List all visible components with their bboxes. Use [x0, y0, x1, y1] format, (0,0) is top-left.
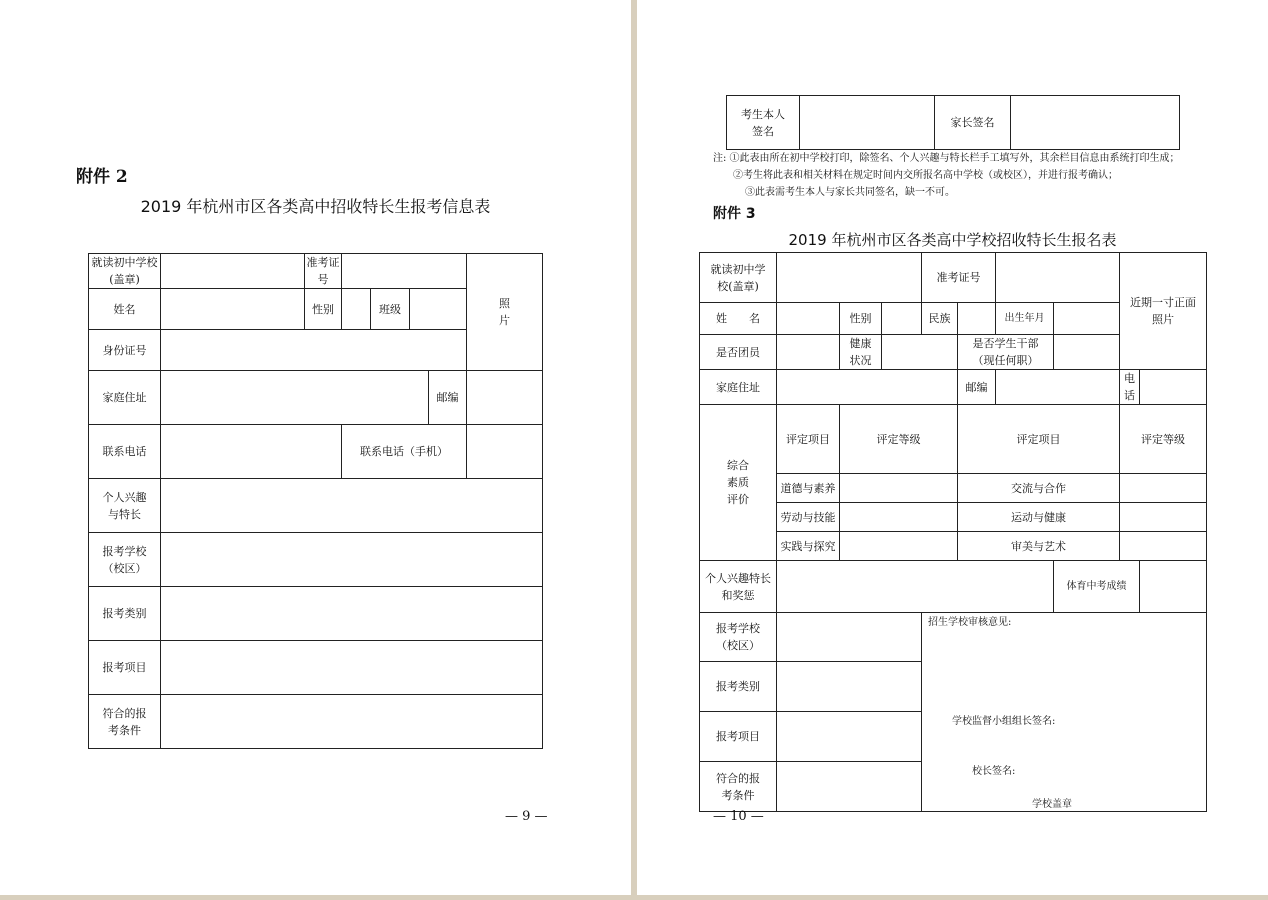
exam-no-label: 准考证号 [305, 254, 342, 289]
supervisor-sign-label: 学校监督小组组长签名: [952, 716, 1056, 727]
school-field[interactable] [777, 253, 922, 303]
address-label: 家庭住址 [700, 370, 777, 405]
gender-field[interactable] [882, 303, 922, 335]
practice-label: 实践与探究 [777, 532, 840, 561]
practice-grade[interactable] [840, 532, 958, 561]
page-number: — 10 — [713, 809, 764, 824]
class-label: 班级 [371, 289, 410, 330]
moral-label: 道德与素养 [777, 474, 840, 503]
exam-no-label: 准考证号 [922, 253, 996, 303]
ethnicity-label: 民族 [922, 303, 958, 335]
interest-field[interactable] [161, 479, 543, 533]
phone-label: 电话 [1120, 370, 1140, 405]
exam-no-field[interactable] [342, 254, 467, 289]
apply-school-field[interactable] [161, 533, 543, 587]
interest-label: 个人兴趣特长和奖惩 [700, 561, 777, 613]
attachment-label: 附件 2 [76, 167, 128, 187]
health-label: 健康状况 [840, 335, 882, 370]
student-sign-label: 考生本人签名 [727, 96, 800, 150]
mobile-field[interactable] [467, 425, 543, 479]
attachment-label: 附件 3 [713, 206, 756, 222]
eval-grade-header-2: 评定等级 [1120, 405, 1207, 474]
mobile-label: 联系电话（手机） [342, 425, 467, 479]
cadre-field[interactable] [1054, 335, 1120, 370]
student-sign-field[interactable] [800, 96, 935, 150]
exam-no-field[interactable] [996, 253, 1120, 303]
labor-label: 劳动与技能 [777, 503, 840, 532]
communication-label: 交流与合作 [958, 474, 1120, 503]
quality-eval-label: 综合素质评价 [700, 405, 777, 561]
apply-item-label: 报考项目 [700, 712, 777, 762]
pe-score-field[interactable] [1140, 561, 1207, 613]
health-field[interactable] [882, 335, 958, 370]
right-page [637, 0, 1268, 895]
info-form-table [88, 253, 543, 749]
postcode-field[interactable] [467, 371, 543, 425]
birth-field[interactable] [1054, 303, 1120, 335]
name-field[interactable] [777, 303, 840, 335]
apply-item-field[interactable] [777, 712, 922, 762]
photo-box: 近期一寸正面照片 [1120, 253, 1207, 370]
review-label: 招生学校审核意见: [928, 617, 1012, 628]
communication-grade[interactable] [1120, 474, 1207, 503]
conditions-label: 符合的报考条件 [89, 695, 161, 749]
eval-item-header-2: 评定项目 [958, 405, 1120, 474]
eval-item-header-1: 评定项目 [777, 405, 840, 474]
aesthetics-label: 审美与艺术 [958, 532, 1120, 561]
sports-health-grade[interactable] [1120, 503, 1207, 532]
aesthetics-grade[interactable] [1120, 532, 1207, 561]
id-field[interactable] [161, 330, 467, 371]
page-number: — 9 — [505, 809, 548, 824]
school-label: 就读初中学校(盖章) [700, 253, 777, 303]
apply-school-label: 报考学校（校区） [89, 533, 161, 587]
apply-category-field[interactable] [161, 587, 543, 641]
pe-score-label: 体育中考成绩 [1054, 561, 1140, 613]
birth-label: 出生年月 [996, 303, 1054, 335]
parent-sign-label: 家长签名 [935, 96, 1011, 150]
league-field[interactable] [777, 335, 840, 370]
address-label: 家庭住址 [89, 371, 161, 425]
apply-category-label: 报考类别 [700, 662, 777, 712]
school-field[interactable] [161, 254, 305, 289]
postcode-label: 邮编 [958, 370, 996, 405]
phone-field[interactable] [1140, 370, 1207, 405]
registration-form-table [699, 252, 1207, 812]
address-field[interactable] [777, 370, 958, 405]
interest-field[interactable] [777, 561, 1054, 613]
sports-health-label: 运动与健康 [958, 503, 1120, 532]
interest-label: 个人兴趣与特长 [89, 479, 161, 533]
postcode-label: 邮编 [429, 371, 467, 425]
moral-grade[interactable] [840, 474, 958, 503]
note-line-1: 注: ①此表由所在初中学校打印，除签名、个人兴趣与特长栏手工填写外，其余栏目信息由系统打印生成； [713, 153, 1180, 164]
conditions-field[interactable] [161, 695, 543, 749]
league-label: 是否团员 [700, 335, 777, 370]
apply-item-label: 报考项目 [89, 641, 161, 695]
gender-field[interactable] [342, 289, 371, 330]
signature-table [726, 95, 1180, 150]
conditions-field[interactable] [777, 762, 922, 812]
note-line-2: ②考生将此表和相关材料在规定时间内交所报名高中学校（或校区），并进行报考确认； [733, 170, 1118, 181]
address-field[interactable] [161, 371, 429, 425]
school-seal-label: 学校盖章 [1032, 799, 1073, 810]
form-title: 2019 年杭州市区各类高中招收特长生报考信息表 [140, 197, 491, 216]
conditions-label: 符合的报考条件 [700, 762, 777, 812]
name-field[interactable] [161, 289, 305, 330]
gender-label: 性别 [305, 289, 342, 330]
labor-grade[interactable] [840, 503, 958, 532]
gender-label: 性别 [840, 303, 882, 335]
apply-school-field[interactable] [777, 613, 922, 662]
apply-category-label: 报考类别 [89, 587, 161, 641]
name-label: 姓 名 [700, 303, 777, 335]
cadre-label: 是否学生干部（现任何职） [958, 335, 1054, 370]
form-title: 2019 年杭州市区各类高中学校招收特长生报名表 [788, 231, 1117, 249]
class-field[interactable] [410, 289, 467, 330]
phone-field[interactable] [161, 425, 342, 479]
postcode-field[interactable] [996, 370, 1120, 405]
id-label: 身份证号 [89, 330, 161, 371]
apply-category-field[interactable] [777, 662, 922, 712]
parent-sign-field[interactable] [1011, 96, 1180, 150]
photo-box: 照片 [467, 254, 543, 371]
left-page [0, 0, 631, 895]
eval-grade-header-1: 评定等级 [840, 405, 958, 474]
note-line-3: ③此表需考生本人与家长共同签名，缺一不可。 [745, 187, 955, 198]
name-label: 姓名 [89, 289, 161, 330]
apply-school-label: 报考学校（校区） [700, 613, 777, 662]
phone-label: 联系电话 [89, 425, 161, 479]
review-box[interactable] [922, 613, 1207, 812]
principal-sign-label: 校长签名: [972, 766, 1016, 777]
school-label: 就读初中学校(盖章) [89, 254, 161, 289]
apply-item-field[interactable] [161, 641, 543, 695]
ethnicity-field[interactable] [958, 303, 996, 335]
